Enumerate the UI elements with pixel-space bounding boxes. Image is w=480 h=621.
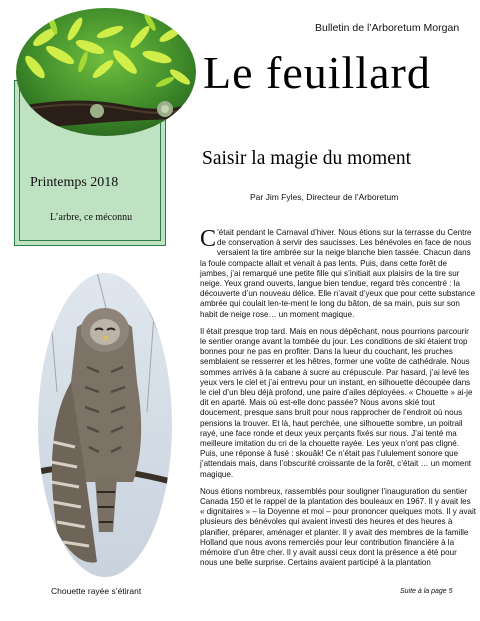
article-paragraph-2: Il était presque trop tard. Mais en nous dépêchant, nous pourrions parcourir le sentier orange avant la tombée du jour. Les conditions de ski étaient trop bonnes pour ne pas en profiter. Dans la lueur du couchant, les pruches semblaient se resserrer et les hêtres, former une voûte de cathédrale. Nous sommes arrivés à la cabane à sucre au crépuscule. Par hasard, j’ai levé les yeux vers le ciel et j’ai entrevu pour un instant, en silhouette découpée dans le ciel d’un bleu déjà profond, une paire d’ailes déployées. « Chouette » ai-je dit en aparté. Mais où est-elle donc passée? Nous avons skié tout doucement, presque sans bruit pour nous rapprocher de l’endroit où nous pensions la trouver. Et là, haut perchée, une silhouette sombre, un poitrail rayé, une face ronde et deux yeux perçants fixés sur nous. J’ai tenté ma meilleure imitation du cri de la chouette rayée. Les yeux n’ont pas cligné. Puis, une réponse à fusé : skouâk! Ce n’était pas l’ululement sonore que j’attendais mais, dans l’obscurité croissante de la forêt, c’était … un moment magique. [200, 326, 473, 479]
theme-label: L’arbre, ce méconnu [50, 212, 133, 223]
season-label: Printemps 2018 [30, 175, 119, 190]
article-byline: Par Jim Fyles, Directeur de l’Arboretum [250, 192, 399, 202]
article-body [200, 228, 476, 576]
bulletin-title: Bulletin de l’Arboretum Morgan [315, 22, 460, 34]
article-headline: Saisir la magie du moment [202, 148, 412, 169]
leaves-photo [15, 7, 197, 137]
photo-caption: Chouette rayée s’étirant [51, 586, 142, 596]
article-paragraph-1: C ’était pendant le Carnaval d’hiver. Nous étions sur la terrasse du Centre de conservation à servir des saucisses. Les bénévoles en face de nous versaient la tire ambrée sur la neige blanche bien tassée. Chacun dans la foule compacte allait et venait à pas lents. Puis, dans cette forêt de jambes, j’ai remarqué une petite fille qui s’initiait aux plaisirs de la tire sur neige. Yeux grand ouverts, langue bien tendue, regard très concentré : la découverte d’un nouveau délice. Elle n’avait d’yeux que pour cette substance ambrée qui coulait len-te-ment le long du bâton, de sa main, puis sur son habit de neige rose… un moment magique. [200, 226, 476, 319]
drop-cap: C [200, 226, 217, 252]
masthead-title: Le feuillard [203, 47, 431, 98]
continued-note: Suite à la page 5 [400, 588, 453, 595]
owl-photo [37, 272, 173, 578]
article-paragraph-3: Nous étions nombreux, rassemblés pour souligner l’inauguration du sentier Canada 150 et le rappel de la plantation des bouleaux en 1967. Il y avait les « dignitaires » – la Doyenne et moi – pour prononcer quelques mots. Il y avait plusieurs des bénévoles qui avaient investi des heures et des heures à planifier, préparer, aménager et planter. Il y avait des membres de la famille Holland que nous avons remerciés pour leur contribution financière à la mémoire d’un être cher. Il y avait aussi ceux dont la présence a été pour nous une belle surprise. Certains avaient participé à la plantation [200, 486, 476, 568]
